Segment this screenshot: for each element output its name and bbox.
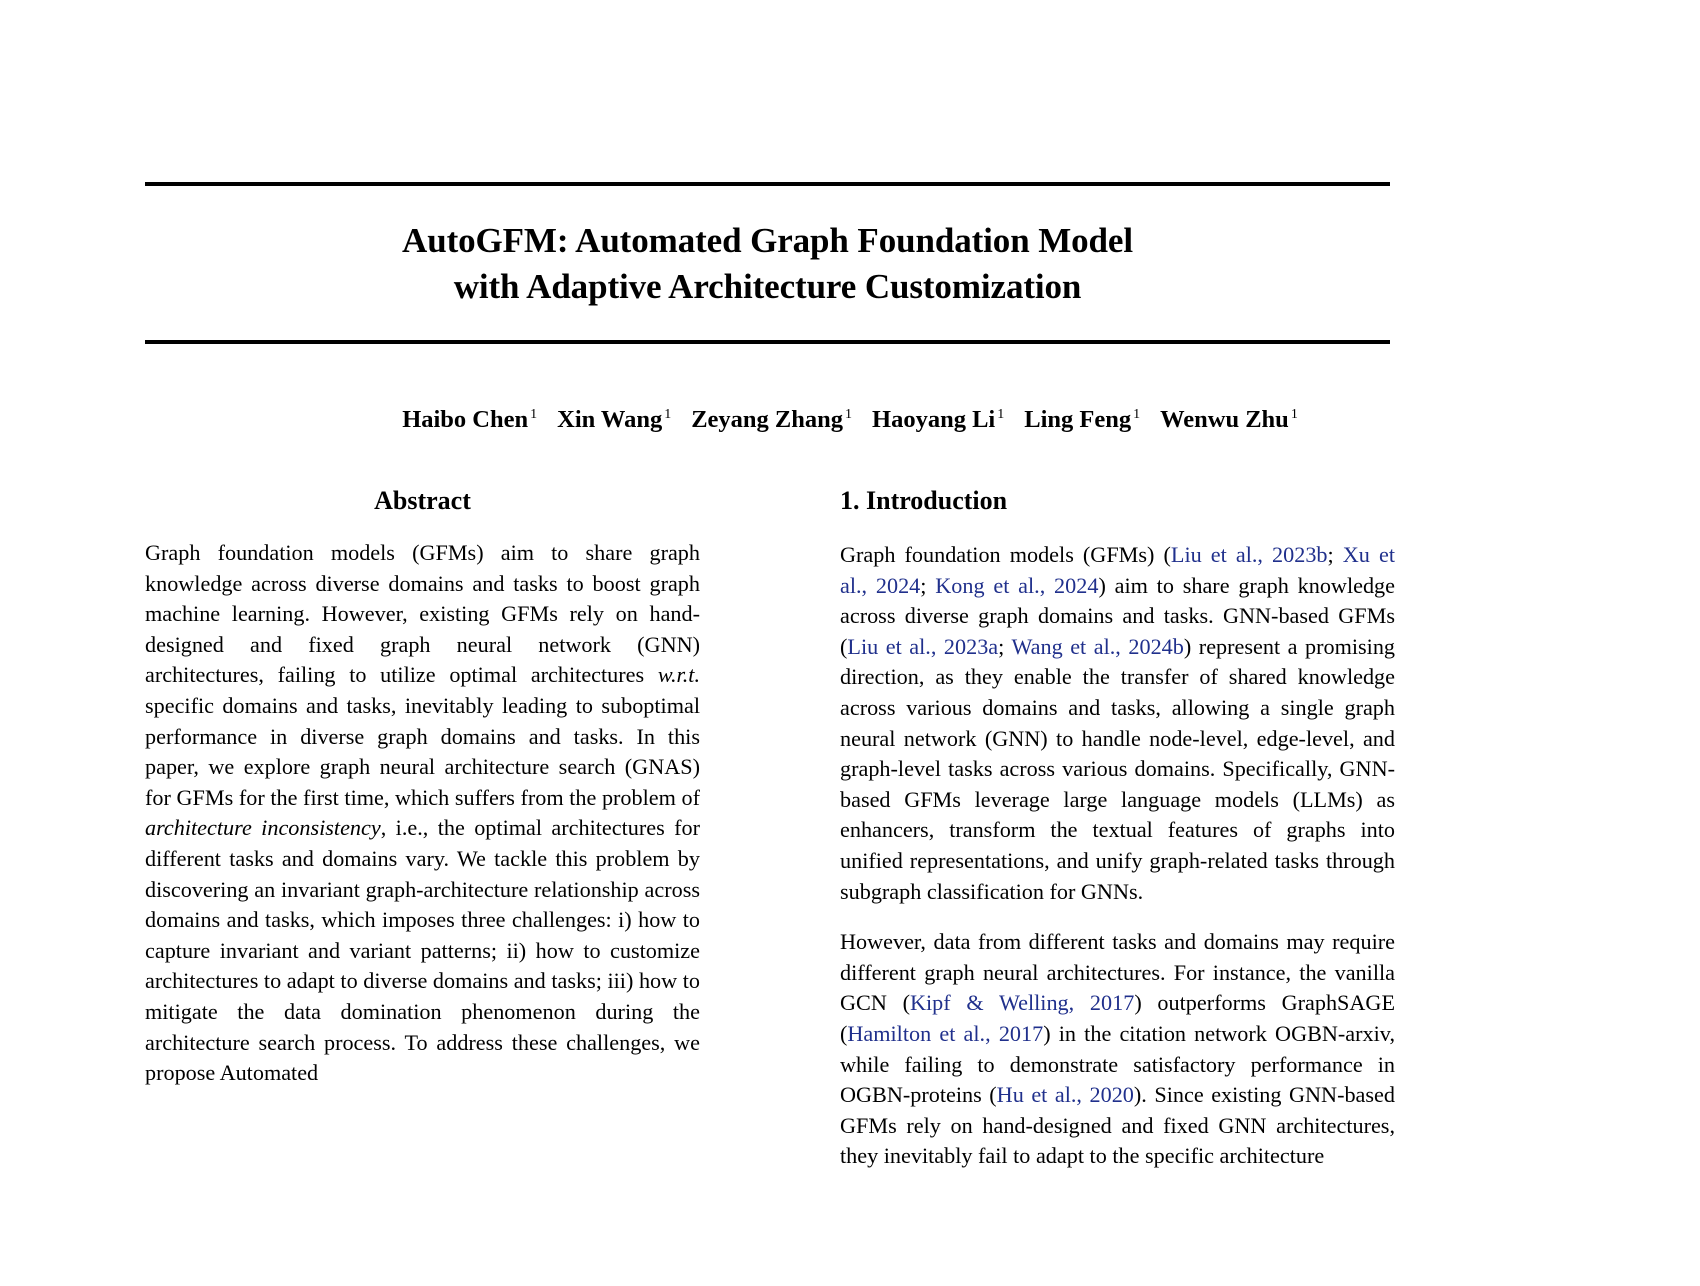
citation-link[interactable]: Xu et al., 2024 xyxy=(840,542,1395,598)
body-text: ) represent a promising direction, as they enable the transfer of shared knowledge across various domains and tasks, allowing a single graph neural network (GNN) to handle node-level, edge-level, and graph-level tasks across various domains. Specifically, GNN-based GFMs leverage large language models (LLMs) as enhancers, transform the textual features of graphs into unified representations, and unify graph-related tasks through subgraph classification for GNNs. xyxy=(840,633,1395,904)
author-label: Haoyang Li xyxy=(872,406,996,433)
emphasized-text: w.r.t. xyxy=(657,662,700,688)
citation-link[interactable]: Kipf & Welling, 2017 xyxy=(909,990,1135,1016)
body-text: Graph foundation models (GFMs) aim to share graph knowledge across diverse domains and tasks to boost graph machine learning. However, existing GFMs rely on hand-designed and fixed graph neural network (GNN) architectures, failing to utilize optimal architectures xyxy=(145,540,700,688)
citation-link[interactable]: Wang et al., 2024b xyxy=(1011,633,1184,659)
author-name xyxy=(872,406,1004,433)
body-text: Graph foundation models (GFMs) ( xyxy=(840,542,1171,567)
author-label: Ling Feng xyxy=(1024,406,1132,433)
citation-link[interactable]: Kong et al., 2024 xyxy=(935,572,1099,598)
column-right xyxy=(840,486,1395,1286)
body-text: ; xyxy=(998,633,1012,659)
author-name xyxy=(1160,406,1298,433)
body-text: However, data from different tasks and domains may require different graph neural architectures. For instance, the vanilla GCN ( xyxy=(840,929,1395,1016)
abstract-body xyxy=(145,538,700,1089)
author-label: Zeyang Zhang xyxy=(691,406,844,433)
author-affiliation-marker: 1 xyxy=(1290,406,1298,422)
body-text: , i.e., the optimal architectures for different tasks and domains vary. We tackle this problem by discovering an invariant graph-architecture relationship across domains and tasks, which imposes three challenges: i) how to capture invariant and variant patterns; ii) how to customize architectures to adapt to diverse domains and tasks; iii) how to mitigate the data domination phenomenon during the architecture search process. To address these challenges, we propose Automated xyxy=(145,815,700,1086)
page-title xyxy=(145,186,1390,340)
body-text: specific domains and tasks, inevitably leading to suboptimal performance in diverse graph domains and tasks. In this paper, we explore graph neural architecture search (GNAS) for GFMs for the first time, which suffers from the problem of xyxy=(145,692,700,810)
two-column-body xyxy=(145,486,1395,1286)
citation-link[interactable]: Hamilton et al., 2017 xyxy=(847,1020,1044,1046)
author-name xyxy=(557,406,671,433)
emphasized-text: architecture inconsistency xyxy=(145,815,381,841)
citation-link[interactable]: Liu et al., 2023a xyxy=(847,633,999,659)
citation-link[interactable]: Liu et al., 2023b xyxy=(1170,542,1328,567)
author-label: Xin Wang xyxy=(557,406,663,433)
author-affiliation-marker: 1 xyxy=(664,406,672,422)
column-gutter xyxy=(700,486,840,1286)
introduction-heading: 1. Introduction xyxy=(840,486,1008,515)
author-affiliation-marker: 1 xyxy=(1133,406,1141,422)
citation-link[interactable]: Hu et al., 2020 xyxy=(996,1082,1134,1108)
column-left xyxy=(145,486,700,1286)
title-line-2: with Adaptive Architecture Customization xyxy=(453,267,1082,306)
author-label: Haibo Chen xyxy=(402,406,529,433)
abstract-heading: Abstract xyxy=(374,486,471,515)
author-affiliation-marker: 1 xyxy=(845,406,853,422)
introduction-paragraph xyxy=(840,927,1395,1172)
author-name xyxy=(1024,406,1140,433)
introduction-paragraph xyxy=(840,540,1395,907)
author-affiliation-marker: 1 xyxy=(997,406,1005,422)
body-text: ). Since existing GNN-based GFMs rely on hand-designed and fixed GNN architectures, they inevitably fail to adapt to the specific architecture xyxy=(840,1082,1395,1169)
body-text: ; xyxy=(920,572,936,598)
author-name xyxy=(691,406,852,433)
author-affiliation-marker: 1 xyxy=(530,406,538,422)
introduction-body xyxy=(840,540,1395,1172)
body-text: ; xyxy=(1327,542,1343,567)
title-header-band xyxy=(145,182,1390,344)
author-list xyxy=(0,406,1700,434)
body-text: ) in the citation network OGBN-arxiv, while failing to demonstrate satisfactory performance in OGBN-proteins ( xyxy=(840,1020,1395,1108)
header-rule-bottom xyxy=(145,340,1390,344)
title-line-1: AutoGFM: Automated Graph Foundation Model xyxy=(402,221,1133,260)
body-text: ) aim to share graph knowledge across diverse graph domains and tasks. GNN-based GFMs ( xyxy=(840,572,1395,659)
author-label: Wenwu Zhu xyxy=(1160,406,1289,433)
body-text: ) outperforms GraphSAGE ( xyxy=(840,990,1395,1046)
author-name xyxy=(402,406,537,433)
